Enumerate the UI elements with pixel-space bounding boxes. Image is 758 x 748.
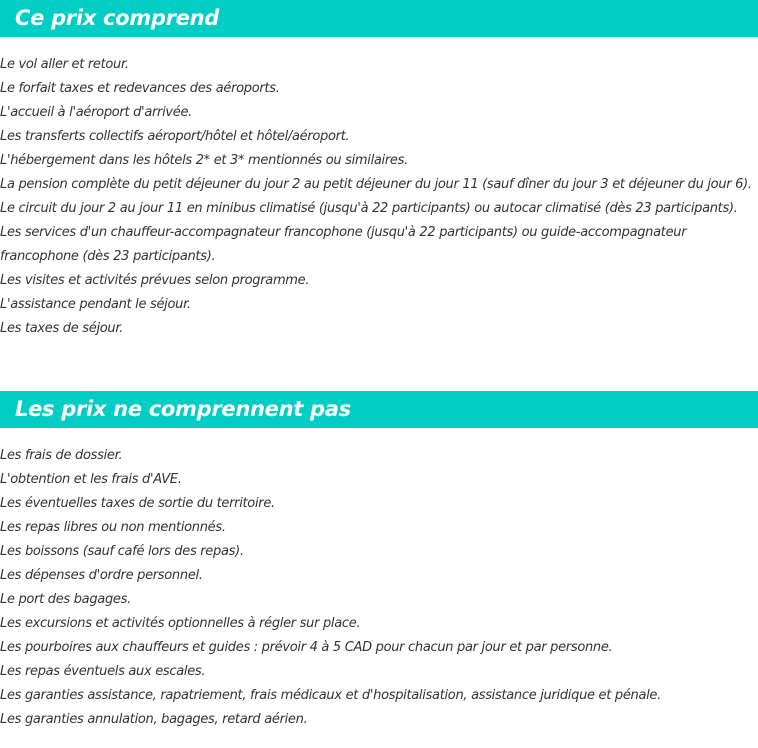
list-item: Les visites et activités prévues selon programme. <box>0 273 310 288</box>
list-item: Les excursions et activités optionnelles à régler sur place. <box>0 616 361 631</box>
list-item: Les taxes de séjour. <box>0 321 124 336</box>
list-item: Le vol aller et retour. <box>0 57 129 72</box>
section-header-not-included <box>0 391 758 428</box>
list-item: Le port des bagages. <box>0 592 131 607</box>
list-item: L'assistance pendant le séjour. <box>0 297 191 312</box>
included-list <box>0 53 758 341</box>
section-title-not-included: Les prix ne comprennent pas <box>15 397 351 421</box>
list-item: L'obtention et les frais d'AVE. <box>0 472 182 487</box>
section-title-included: Ce prix comprend <box>15 6 219 30</box>
list-item: Les services d'un chauffeur-accompagnateur francophone (jusqu'à 22 participants) ou guide-accompagnateur francophone (dès 23 participants). <box>0 225 687 264</box>
list-item: L'hébergement dans les hôtels 2* et 3* mentionnés ou similaires. <box>0 153 408 168</box>
list-item: Les transferts collectifs aéroport/hôtel et hôtel/aéroport. <box>0 129 350 144</box>
section-header-included <box>0 0 758 37</box>
list-item: Les éventuelles taxes de sortie du territoire. <box>0 496 275 511</box>
list-item: Les repas libres ou non mentionnés. <box>0 520 226 535</box>
list-item: Le circuit du jour 2 au jour 11 en minibus climatisé (jusqu'à 22 participants) ou autocar climatisé (dès 23 participants). <box>0 201 738 216</box>
list-item: Les frais de dossier. <box>0 448 123 463</box>
list-item: Les dépenses d'ordre personnel. <box>0 568 203 583</box>
list-item: Les garanties assistance, rapatriement, frais médicaux et d'hospitalisation, assistance juridique et pénale. <box>0 688 661 703</box>
list-item: Les pourboires aux chauffeurs et guides : prévoir 4 à 5 CAD pour chacun par jour et par personne. <box>0 640 613 655</box>
list-item: L'accueil à l'aéroport d'arrivée. <box>0 105 193 120</box>
not-included-list <box>0 444 758 732</box>
list-item: Les garanties annulation, bagages, retard aérien. <box>0 712 308 727</box>
list-item: La pension complète du petit déjeuner du jour 2 au petit déjeuner du jour 11 (sauf dîner du jour 3 et déjeuner du jour 6). <box>0 177 752 192</box>
list-item: Les repas éventuels aux escales. <box>0 664 206 679</box>
list-item: Les boissons (sauf café lors des repas). <box>0 544 244 559</box>
list-item: Le forfait taxes et redevances des aéroports. <box>0 81 280 96</box>
